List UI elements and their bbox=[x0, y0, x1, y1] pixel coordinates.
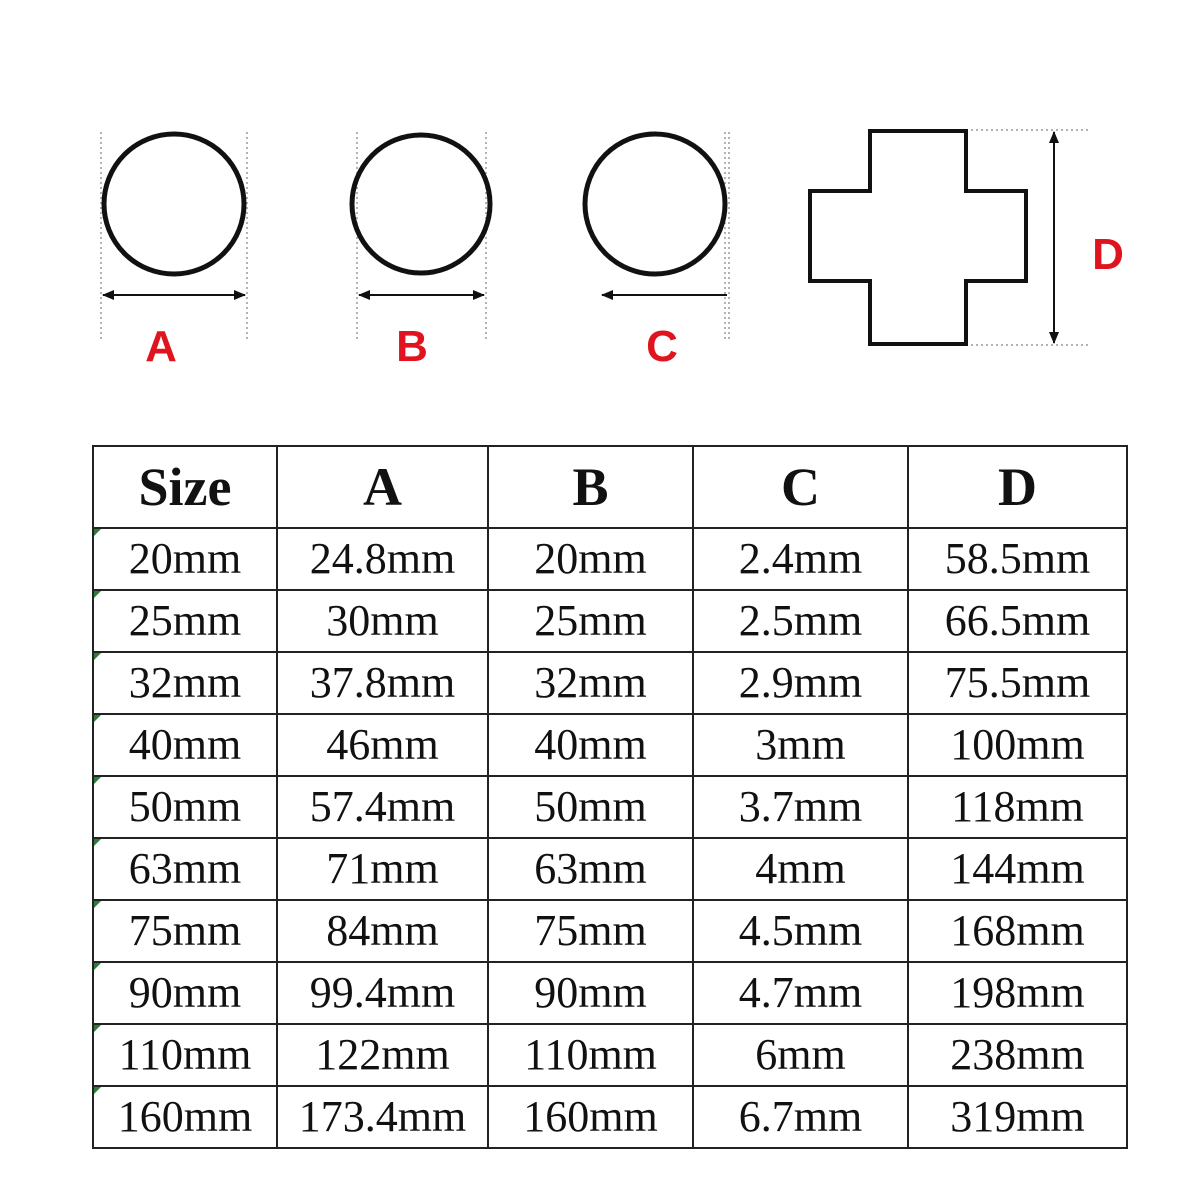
table-row bbox=[93, 714, 1127, 776]
table-cell-d: 144mm bbox=[908, 838, 1127, 900]
table-cell-c: 3mm bbox=[693, 714, 908, 776]
table-cell-a: 122mm bbox=[277, 1024, 488, 1086]
cross-fitting-shape bbox=[810, 131, 1026, 344]
table-cell-b: 160mm bbox=[488, 1086, 693, 1148]
table-cell-d: 168mm bbox=[908, 900, 1127, 962]
circle-b bbox=[352, 135, 490, 273]
table-row bbox=[93, 838, 1127, 900]
table-cell-c: 2.4mm bbox=[693, 528, 908, 590]
table-cell-size: 63mm bbox=[93, 838, 277, 900]
dimension-label-c: C bbox=[646, 322, 678, 371]
table-row bbox=[93, 1024, 1127, 1086]
table-cell-d: 319mm bbox=[908, 1086, 1127, 1148]
table-cell-b: 25mm bbox=[488, 590, 693, 652]
table-row bbox=[93, 900, 1127, 962]
header-row bbox=[93, 446, 1127, 528]
table-cell-c: 3.7mm bbox=[693, 776, 908, 838]
table-header bbox=[93, 446, 1127, 528]
table-cell-b: 63mm bbox=[488, 838, 693, 900]
table-row bbox=[93, 1086, 1127, 1148]
table-cell-b: 40mm bbox=[488, 714, 693, 776]
table-row bbox=[93, 652, 1127, 714]
table-row bbox=[93, 590, 1127, 652]
table-cell-b: 50mm bbox=[488, 776, 693, 838]
table-cell-c: 6.7mm bbox=[693, 1086, 908, 1148]
table-body bbox=[93, 528, 1127, 1148]
table-cell-a: 37.8mm bbox=[277, 652, 488, 714]
table-cell-c: 2.5mm bbox=[693, 590, 908, 652]
circle-a bbox=[104, 134, 244, 274]
table-cell-b: 110mm bbox=[488, 1024, 693, 1086]
table-cell-d: 66.5mm bbox=[908, 590, 1127, 652]
table-cell-a: 46mm bbox=[277, 714, 488, 776]
table-cell-size: 160mm bbox=[93, 1086, 277, 1148]
table-row bbox=[93, 776, 1127, 838]
table-cell-c: 4.5mm bbox=[693, 900, 908, 962]
column-header-d: D bbox=[908, 446, 1127, 528]
table-cell-a: 30mm bbox=[277, 590, 488, 652]
table-cell-b: 90mm bbox=[488, 962, 693, 1024]
table-cell-c: 4mm bbox=[693, 838, 908, 900]
table-cell-size: 110mm bbox=[93, 1024, 277, 1086]
table-cell-size: 75mm bbox=[93, 900, 277, 962]
table-cell-c: 6mm bbox=[693, 1024, 908, 1086]
table-cell-size: 40mm bbox=[93, 714, 277, 776]
table-cell-b: 75mm bbox=[488, 900, 693, 962]
dimension-label-b: B bbox=[396, 322, 428, 371]
column-header-c: C bbox=[693, 446, 908, 528]
table-cell-a: 71mm bbox=[277, 838, 488, 900]
table-cell-b: 20mm bbox=[488, 528, 693, 590]
table-cell-c: 4.7mm bbox=[693, 962, 908, 1024]
dimension-label-d: D bbox=[1092, 230, 1124, 279]
circle-a-figure bbox=[101, 132, 247, 371]
circle-b-figure bbox=[352, 132, 490, 371]
table-row bbox=[93, 962, 1127, 1024]
circle-c-figure bbox=[585, 132, 729, 371]
table-cell-d: 238mm bbox=[908, 1024, 1127, 1086]
size-table bbox=[92, 445, 1128, 1149]
cross-d-figure bbox=[810, 130, 1124, 345]
table-cell-d: 75.5mm bbox=[908, 652, 1127, 714]
table-cell-size: 50mm bbox=[93, 776, 277, 838]
table-cell-a: 99.4mm bbox=[277, 962, 488, 1024]
column-header-size: Size bbox=[93, 446, 277, 528]
table-cell-size: 90mm bbox=[93, 962, 277, 1024]
column-header-b: B bbox=[488, 446, 693, 528]
table-cell-a: 24.8mm bbox=[277, 528, 488, 590]
column-header-a: A bbox=[277, 446, 488, 528]
circle-c bbox=[585, 134, 725, 274]
table-cell-a: 173.4mm bbox=[277, 1086, 488, 1148]
table-cell-d: 100mm bbox=[908, 714, 1127, 776]
dimension-label-a: A bbox=[145, 322, 177, 371]
dimension-diagram bbox=[0, 0, 1200, 420]
table-cell-b: 32mm bbox=[488, 652, 693, 714]
table-row bbox=[93, 528, 1127, 590]
table-cell-a: 84mm bbox=[277, 900, 488, 962]
table-cell-size: 32mm bbox=[93, 652, 277, 714]
table-cell-a: 57.4mm bbox=[277, 776, 488, 838]
table-cell-d: 58.5mm bbox=[908, 528, 1127, 590]
table-cell-size: 20mm bbox=[93, 528, 277, 590]
table-cell-d: 118mm bbox=[908, 776, 1127, 838]
table-cell-size: 25mm bbox=[93, 590, 277, 652]
table-cell-c: 2.9mm bbox=[693, 652, 908, 714]
table-cell-d: 198mm bbox=[908, 962, 1127, 1024]
